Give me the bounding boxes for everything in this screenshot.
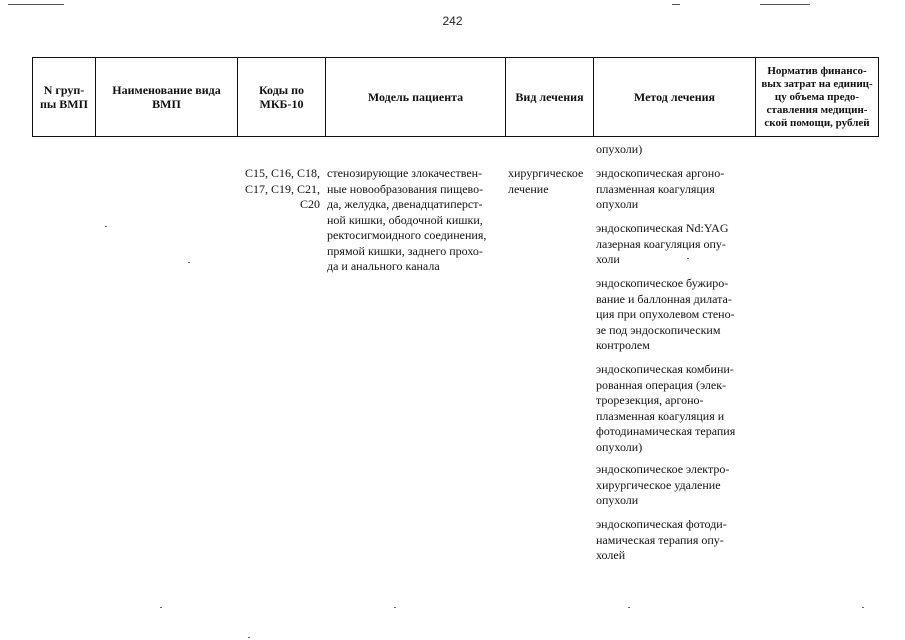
method-item: эндоскопическая Nd:YAG лазерная коагуляция опу- холи xyxy=(596,221,729,266)
patient-model-cell: стенозирующие злокачествен- ные новообразования пищево- да, желудка, двенадцатиперст- ной кишки, ободочной кишки, ректосигмоидного соединения, прямой кишки, заднего прохо- да и анального канала xyxy=(327,166,487,273)
scan-speck xyxy=(862,607,864,608)
scan-mark-top-right xyxy=(760,4,810,5)
method-item: эндоскопическое бужиро- вание и баллонная дилата- ция при опухолевом стено- зе под эндоскопическим контролем xyxy=(596,276,735,352)
header-patient-model: Модель пациента xyxy=(326,58,506,137)
scan-speck xyxy=(248,637,250,638)
scan-mark-top-left xyxy=(8,4,64,5)
method-continuation: опухоли) xyxy=(596,142,643,156)
scan-speck xyxy=(160,607,162,608)
header-group-number: N груп- пы ВМП xyxy=(33,58,96,137)
header-vmp-name: Наименование вида ВМП xyxy=(96,58,238,137)
method-item: эндоскопическое электро- хирургическое удаление опухоли xyxy=(596,462,730,507)
method-item: эндоскопическая комбини- рованная операция (элек- трорезекция, аргоно- плазменная коагуляция и фотодинамическая терапия опухоли) xyxy=(596,362,736,454)
scan-speck xyxy=(394,607,396,608)
table-header xyxy=(32,57,879,137)
scan-speck xyxy=(687,258,689,259)
method-item: эндоскопическая аргоно- плазменная коагуляция опухоли xyxy=(596,166,725,211)
scan-speck xyxy=(628,607,630,608)
scan-speck xyxy=(105,226,107,227)
treatment-type-cell: хирургическое лечение xyxy=(508,166,584,196)
icd-codes-cell: C15, C16, C18, C17, C19, C21, C20 xyxy=(244,166,320,211)
header-treatment-type: Вид лечения xyxy=(506,58,594,137)
header-financial-norm: Норматив финансо- вых затрат на единиц- цу объема предо- ставления медицин- ской помощи, рублей xyxy=(756,58,879,137)
method-item: эндоскопическая фотоди- намическая терапия опу- холей xyxy=(596,517,727,562)
header-treatment-method: Метод лечения xyxy=(594,58,756,137)
scan-speck xyxy=(188,262,190,263)
header-icd-codes: Коды по МКБ-10 xyxy=(238,58,326,137)
table-header-row xyxy=(33,58,879,137)
page-number: 242 xyxy=(442,14,463,28)
scan-mark-top-right-small xyxy=(672,4,680,5)
